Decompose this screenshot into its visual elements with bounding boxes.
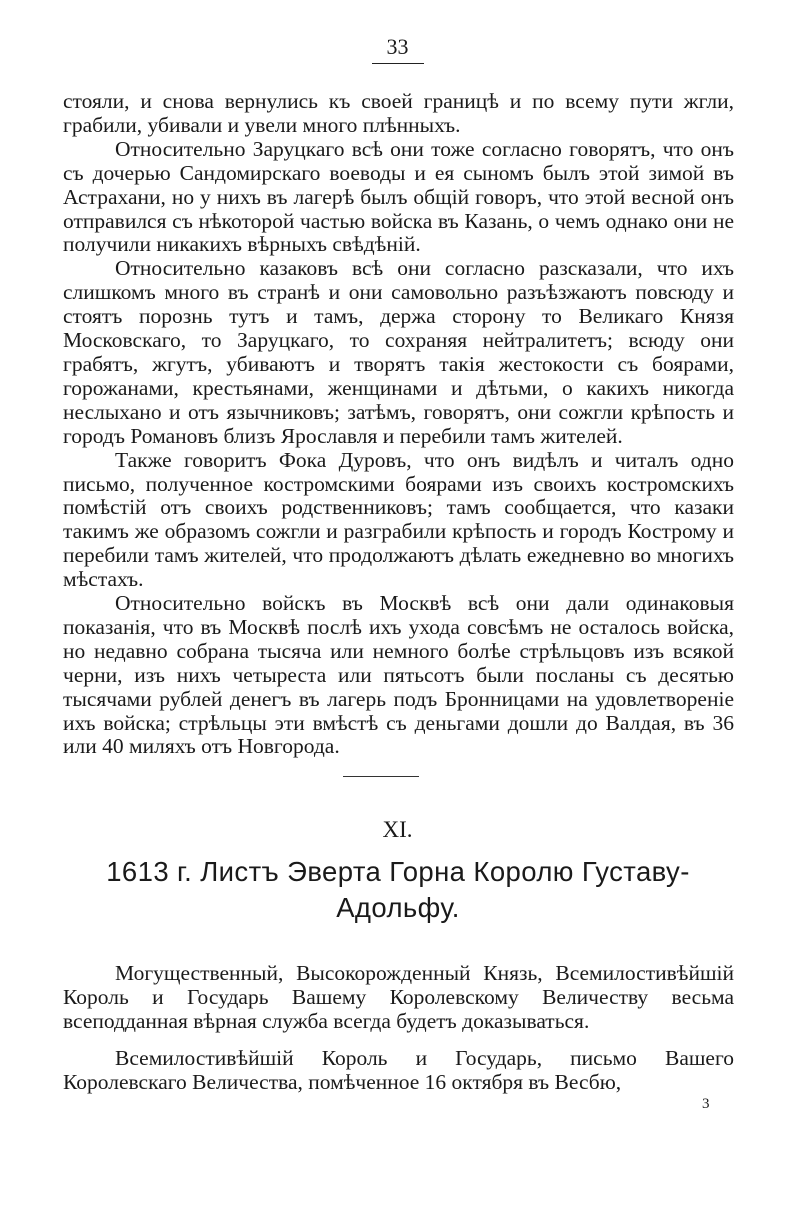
page-number: 33 [386, 34, 409, 59]
letter-paragraph-body: Всемилостивѣйшій Король и Государь, письмо Вашего Королевскаго Величества, помѣченное 16 октября въ Весбю, [63, 1046, 734, 1094]
body-text [63, 90, 734, 759]
letter-salutation [63, 962, 734, 1034]
paragraph-moscow-troops: Относительно войскъ въ Москвѣ всѣ они дали одинаковыя показанія, что въ Москвѣ послѣ ихъ ухода совсѣмъ не осталось войска, но недавно собрана тысяча или немного болѣе стрѣльцовъ изъ всякой черни, изъ нихъ четыреста или пятьсотъ были посланы съ десятью тысячами рублей денегъ въ лагерь подъ Бронницами на удовлетвореніе ихъ войска; стрѣльцы эти вмѣстѣ съ деньгами дошли до Валдая, въ 36 или 40 миляхъ отъ Новгорода. [63, 591, 734, 759]
letter-paragraph-salutation: Могущественный, Высокорожденный Князь, Всемилостивѣйшій Король и Государь Вашему Королевскому Величеству весьма всеподданная вѣрная служба всегда будетъ доказываться. [63, 961, 734, 1033]
page-number-underline [372, 63, 424, 64]
paragraph-cossacks: Относительно казаковъ всѣ они согласно разсказали, что ихъ слишкомъ много въ странѣ и они самовольно разъѣзжаютъ повсюду и стоятъ порознь тутъ и тамъ, держа сторону то Великаго Князя Московскаго, то Заруцкаго, то сохраняя нейтралитетъ; всюду они грабятъ, жгутъ, убиваютъ и творятъ такія жестокости съ боярами, горожанами, крестьянами, женщинами и дѣтьми, о какихъ никогда неслыхано и отъ язычниковъ; затѣмъ, говорятъ, они сожгли крѣпость и городъ Романовъ близъ Ярославля и перебили тамъ жителей. [63, 256, 734, 448]
section-divider [343, 776, 419, 777]
paragraph-foka-durov: Также говоритъ Фока Дуровъ, что онъ видѣлъ и читалъ одно письмо, полученное костромскими боярами изъ своихъ костромскихъ помѣстій отъ своихъ родственниковъ; тамъ сообщается, что казаки такимъ же образомъ сожгли и разграбили крѣпость и городъ Кострому и перебили тамъ жителей, что продолжаютъ дѣлать ежедневно во многихъ мѣстахъ. [63, 447, 734, 592]
continuation-paragraph: стояли, и снова вернулись къ своей границѣ и по всему пути жгли, грабили, убивали и увели много плѣнныхъ. [63, 89, 734, 137]
paragraph-zarutsky: Относительно Заруцкаго всѣ они тоже согласно говорятъ, что онъ съ дочерью Сандомирскаго воеводы и ея сыномъ былъ этой зимой въ Астрахани, но у нихъ въ лагерѣ былъ общій говоръ, что этой весной онъ отправился съ нѣкоторой частью войска въ Казань, о чемъ однако они не получили никакихъ вѣрныхъ свѣдѣній. [63, 136, 734, 257]
section-number: XI. [382, 817, 413, 842]
letter-body [63, 1047, 734, 1095]
printer-signature-mark: 3 [702, 1096, 710, 1112]
document-title: 1613 г. Листъ Эверта Горна Королю Густаву-Адольфу. [106, 856, 690, 923]
